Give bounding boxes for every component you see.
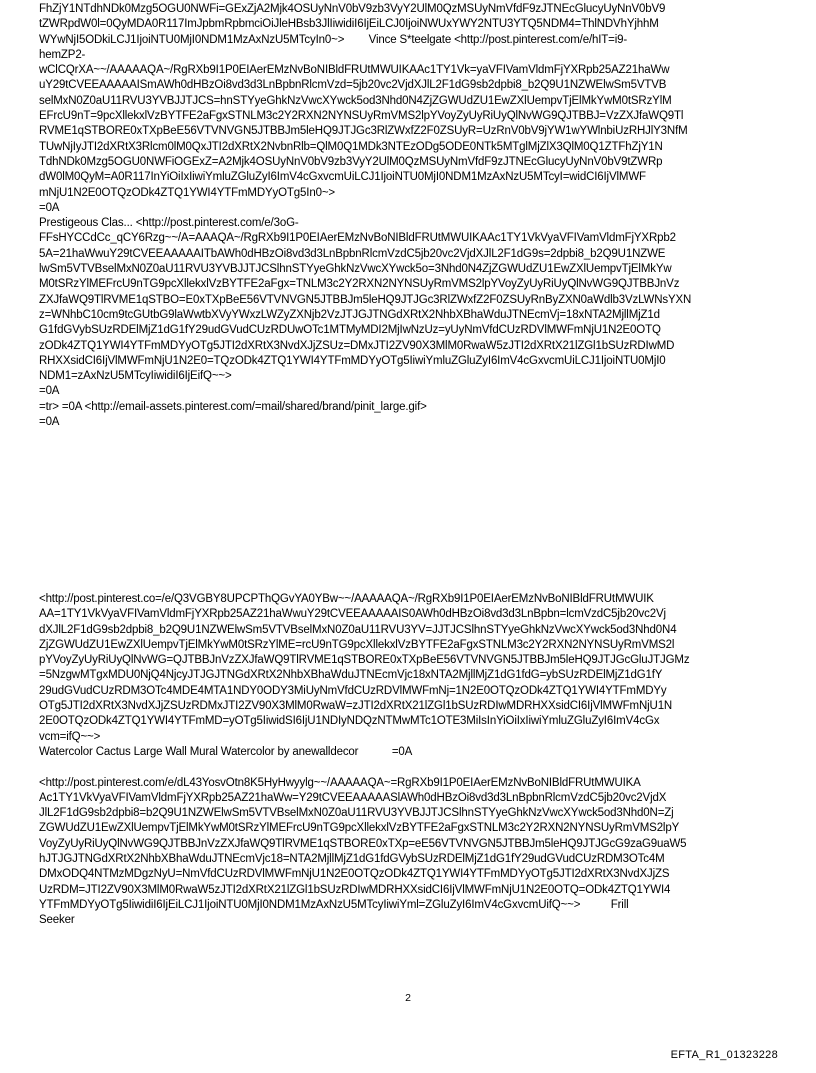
text-line: JlL2F1dG9sb2dpbi8=b2Q9U1NZWElwSm5VTVBselMxN0Z0aU11RVU3YVBJJTJCSlhnSTYyeGhkNzVwcXYwck5od3Nhd0N=Zj — [39, 807, 674, 820]
text-line: FhZjY1NTdhNDk0Mzg5OGU0NWFi=GExZjA2Mjk4OSUyNnV0bV9zb3VyY2UlM0QzMSUyNmVfdF9zJTNEcGlucyUyNnV0bV9 — [39, 3, 666, 15]
text-line: <http://post.pinterest.com/e/dL43YosvOtn8K5HyHwyylg~~/AAAAAQA~=RgRXb9I1P0EIAerEMzNvBoNIBldFRUtMWUIKA — [39, 776, 641, 789]
text-line: vcm=ifQ~~> — [39, 730, 101, 743]
text-line: =0A — [39, 385, 60, 398]
bates-number: EFTA_R1_01323228 — [670, 1049, 778, 1061]
text-line: 2E0OTQzODk4ZTQ1YWI4YTFmMD=yOTg5IiwidSI6IjU1NDIyNDQzNTMwMTc1OTE3MiIsInYiOiIxIiwiYmluZGluZyI6ImV4cGx — [39, 715, 660, 728]
text-line: dW0lM0QyM=A0R117InYiOiIxIiwiYmluZGluZyI6ImV4cGxvcmUiLCJ1IjoiNTU0MjI0NDM1MzAxNzU5MTcyI=widCI6IjVlMWF — [39, 171, 646, 184]
text-line: dXJlL2F1dG9sb2dpbi8_b2Q9U1NZWElwSm5VTVBselMxN0Z0aU11RVU3YV=JJTJCSlhnSTYyeGhkNzVwcXYwck5od3Nhd0N4 — [39, 623, 677, 636]
text-line: mNjU1N2E0OTQzODk4ZTQ1YWI4YTFmMDYyOTg5In0~> — [39, 186, 335, 199]
text-line: z=WNhbC10cm9tcGUtbG9laWwtbXVyYWxzLWZyZXNjb2VzJTJGJTNGdXRtX2NhbXBhaWduJTNEcmVj=18xNTA2MjllMjZ1d — [39, 308, 660, 321]
text-line: <http://post.pinterest.co=/e/Q3VGBY8UPCPThQGvYA0YBw~~/AAAAAQA~/RgRXb9I1P0EIAerEMzNvBoNIBldFRUtMWUIK — [39, 593, 654, 605]
text-line: UzRDM=JTI2ZV90X3MlM0RwaW5zJTI2dXRtX21lZGl1bSUzRDIwMDRHXXsidCI6IjVlMWFmNjU1N2E0OTQ=ODk4ZTQ1YWI4 — [39, 883, 671, 896]
text-line: hJTJGJTNGdXRtX2NhbXBhaWduJTNEcmVjc18=NTA2MjllMjZ1dG1fdGVybSUzRDElMjZ1dG1fY29udGVudCUzRDM3OTc4M — [39, 853, 665, 866]
text-line: VoyZyUyRiUyQlNvWG9QJTBBJnVzZXJfaWQ9TlRVME1qSTBORE0xTXp=eE56VTVNVGN5JTBBJm5leHQ9JTJGcG9zaG9uaW5 — [39, 837, 687, 850]
text-line: YTFmMDYyOTg5IiwidiI6IjEiLCJ1IjoiNTU0MjI0NDM1MzAxNzU5MTcyIiwiYml=ZGluZyI6ImV4cGxvcmUifQ~~> Frill — [39, 898, 629, 911]
text-line: WYwNjI5ODkiLCJ1IjoiNTU0MjI0NDM1MzAxNzU5MTcyIn0~> Vince S*teelgate <http://post.pinterest.com/e/hIT=i9- — [39, 33, 628, 46]
email-body-text-block-2 — [39, 592, 789, 929]
text-line: =5NzgwMTgxMDU0NjQ4NjcyJTJGJTNGdXRtX2NhbXBhaWduJTNEcmVjc18xNTA2MjllMjZ1dG1fdG=ybSUzRDElMjZ1dG1fY — [39, 669, 663, 682]
email-body-text-block-1 — [39, 2, 789, 430]
text-line: OTg5JTI2dXRtX3NvdXJjZSUzRDMxJTI2ZV90X3MlM0RwaW=zJTI2dXRtX21lZGl1bSUzRDIwMDRHXXsidCI6IjVlMWFmNjU1N — [39, 700, 673, 713]
text-line: RVME1qSTBORE0xTXpBeE56VTVNVGN5JTBBJm5leHQ9JTJGc3RlZWxfZ2F0ZSUyR=UzRnV0bV9jYW1wYWlnbiUzRHJlY3NfM — [39, 125, 688, 138]
text-line: AA=1TY1VkVyaVFIVamVldmFjYXRpb25AZ21haWwuY29tCVEEAAAAAIS0AWh0dHBzOi8vd3d3LnBpbn=lcmVzdC5jb20vc2Vj — [39, 608, 666, 621]
text-line: Seeker — [39, 914, 75, 927]
text-line: =0A — [39, 201, 60, 214]
text-line: TUwNjIyJTI2dXRtX3Rlcm0lM0QxJTI2dXRtX2NvbnRlb=QlM0Q1MDk3NTEzODg5ODE0NTk5MTglMjZlX3QlM0Q1ZTFhZjY1N — [39, 140, 663, 153]
text-line — [39, 760, 789, 775]
text-line: pYVoyZyUyRiUyQlNvWG=QJTBBJnVzZXJfaWQ9TlRVME1qSTBORE0xTXpBeE56VTVNVGN5JTBBJm5leHQ9JTJGcGluJTJGMz — [39, 654, 690, 667]
text-line: tZWRpdW0l=0QyMDA0R117ImJpbmRpbmciOiJleHBsb3JlIiwidiI6IjEiLCJ0IjoiNWUxYWY2NTU3YTQ5NDM4=ThlNDVhYjhhM — [39, 18, 659, 31]
text-line: zODk4ZTQ1YWI4YTFmMDYyOTg5JTI2dXRtX3NvdXJjZSUz=DMxJTI2ZV90X3MlM0RwaW5zJTI2dXRtX21lZGl1bSUzRDIwMD — [39, 339, 675, 352]
text-line: selMxN0Z0aU11RVU3YVBJJTJCS=hnSTYyeGhkNzVwcXYwck5od3Nhd0N4ZjZGWUdZU1EwZXlUempvTjElMkYwM0tSRzYlM — [39, 94, 672, 107]
text-line: FFsHYCCdCc_qCY6Rzg~~/A=AAAQA~/RgRXb9I1P0EIAerEMzNvBoNIBldFRUtMWUIKAAc1TY1VkVyaVFIVamVldmFjYXRpb2 — [39, 232, 676, 245]
text-line: NDM1=zAxNzU5MTcyIiwidiI6IjEifQ~~> — [39, 370, 232, 383]
text-line: wClCQrXA~~/AAAAAQA~/RgRXb9I1P0EIAerEMzNvBoNIBldFRUtMWUIKAAc1TY1Vk=yaVFIVamVldmFjYXRpb25AZ21haWw — [39, 64, 670, 77]
text-line: Prestigeous Clas... <http://post.pinterest.com/e/3oG- — [39, 217, 299, 230]
text-line: DMxODQ4NTMzMDgzNyU=NmVfdCUzRDVlMWFmNjU1N2E0OTQzODk4ZTQ1YWI4YTFmMDYyOTg5JTI2dXRtX3NvdXJjZS — [39, 868, 670, 881]
text-line: 29udGVudCUzRDM3OTc4MDE4MTA1NDY0ODY3MiUyNmVfdCUzRDVlMWFmNj=1N2E0OTQzODk4ZTQ1YWI4YTFmMDYy — [39, 684, 667, 697]
text-line: EFrcU9nT=9pcXllekxlVzBYTFE2aFgxSTNLM3c2Y2RXN2NYNSUyRmVMS2lpYVoyZyUyRiUyQlNvWG9QJTBBJ=VzZXJfaWQ9Tl — [39, 110, 684, 123]
text-line: ZXJfaWQ9TlRVME1qSTBO=E0xTXpBeE56VTVNVGN5JTBBJm5leHQ9JTJGc3RlZWxfZ2F0ZSUyRnByZXN0aWdlb3VzLWNsYXN — [39, 293, 692, 306]
text-line: ZjZGWUdZU1EwZXlUempvTjElMkYwM0tSRzYlME=rcU9nTG9pcXllekxlVzBYTFE2aFgxSTNLM3c2Y2RXN2NYNSUyRmVMS2l — [39, 638, 675, 651]
text-line: Watercolor Cactus Large Wall Mural Watercolor by anewalldecor =0A — [39, 745, 413, 758]
text-line: =tr> =0A <http://email-assets.pinterest.com/=mail/shared/brand/pinit_large.gif> — [39, 400, 427, 413]
text-line: G1fdGVybSUzRDElMjZ1dG1fY29udGVudCUzRDUwOTc1MTMyMDI2MjIwNzUz=yUyNmVfdCUzRDVlMWFmNjU1N2E0OTQ — [39, 324, 661, 337]
page-number: 2 — [405, 992, 411, 1004]
text-line: lwSm5VTVBselMxN0Z0aU11RVU3YVBJJTJCSlhnSTYyeGhkNzVwcXYwck5o=3Nhd0N4ZjZGWUdZU1EwZXlUempvTjElMkYw — [39, 263, 672, 276]
text-line: TdhNDk0Mzg5OGU0NWFiOGExZ=A2Mjk4OSUyNnV0bV9zb3VyY2UlM0QzMSUyNmVfdF9zJTNEcGlucyUyNnV0bV9tZWRp — [39, 155, 663, 168]
text-line: Ac1TY1VkVyaVFIVamVldmFjYXRpb25AZ21haWw=Y29tCVEEAAAAASlAWh0dHBzOi8vd3d3LnBpbnRlcmVzdC5jb20vc2VjdX — [39, 791, 667, 804]
text-line: 5A=21haWwuY29tCVEEAAAAAITbAWh0dHBzOi8vd3d3LnBpbnRlcmVzdC5jb20vc2VjdXJlL2F1dG9s=2dpbi8_b2Q9U1NZWE — [39, 247, 666, 260]
text-line: =0A — [39, 416, 60, 429]
text-line: uY29tCVEEAAAAAISmAWh0dHBzOi8vd3d3LnBpbnRlcmVzd=5jb20vc2VjdXJlL2F1dG9sb2dpbi8_b2Q9U1NZWElwSm5VTVB — [39, 79, 667, 92]
text-line: ZGWUdZU1EwZXlUempvTjElMkYwM0tSRzYlMEFrcU9nTG9pcXllekxlVzBYTFE2aFgxSTNLM3c2Y2RXN2NYNSUyRmVMS2lpY — [39, 822, 680, 835]
text-line: M0tSRzYlMEFrcU9nTG9pcXllekxlVzBYTFE2aFgx=TNLM3c2Y2RXN2NYNSUyRmVMS2lpYVoyZyUyRiUyQlNvWG9QJTBBJnVz — [39, 278, 680, 291]
text-line: RHXXsidCI6IjVlMWFmNjU1N2E0=TQzODk4ZTQ1YWI4YTFmMDYyOTg5IiwiYmluZGluZyI6ImV4cGxvcmUiLCJ1IjoiNTU0MjI0 — [39, 354, 666, 367]
text-line: hemZP2- — [39, 48, 86, 61]
